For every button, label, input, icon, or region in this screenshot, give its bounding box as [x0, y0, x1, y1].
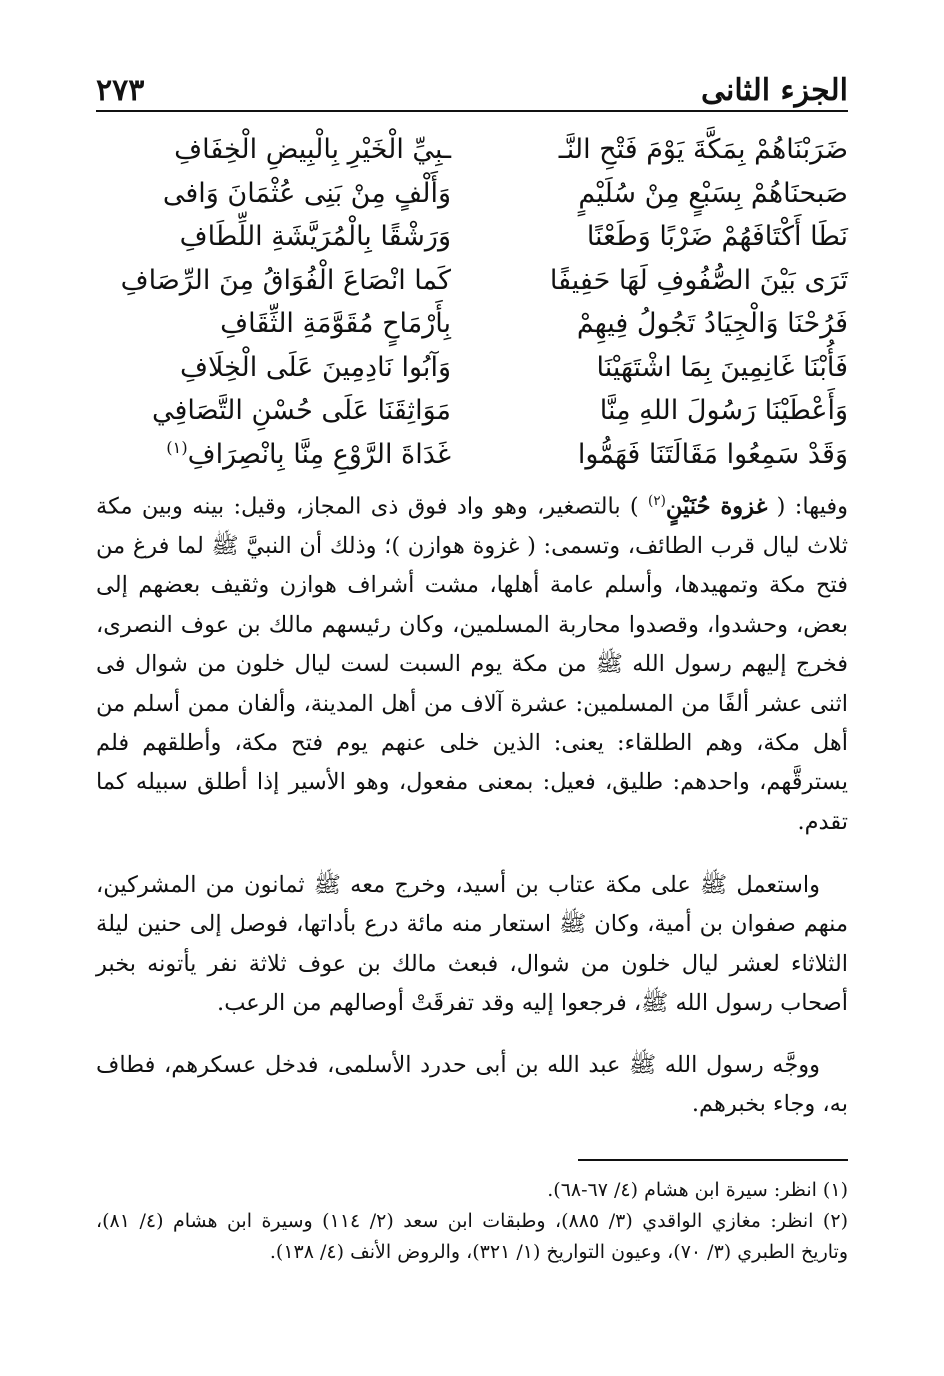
footnote-separator [578, 1159, 848, 1161]
verse-text: غَدَاةَ الرَّوْعِ مِنَّا بِانْصِرَافِ [187, 439, 451, 471]
verse-first-hemistich: فَرُحْنَا وَالْجِيَادُ تَجُولُ فِيهِمْ [576, 308, 848, 340]
poem-verse [96, 302, 848, 346]
footnote-1: (١) انظر: سيرة ابن هشام (٤/ ٦٧-٦٨). [547, 1179, 848, 1201]
page-header [96, 58, 848, 108]
footnote-marker: (١) [166, 438, 188, 458]
verse-second-hemistich: مَوَاثِقَنَا عَلَى حُسْنِ التَّصَافِي [151, 395, 451, 427]
poem-verse [96, 259, 848, 303]
running-title: الجزء الثانى [701, 73, 848, 108]
verse-second-hemistich: بِأَرْمَاحٍ مُقَوَّمَةِ الثِّقَافِ [220, 308, 451, 340]
poem [96, 128, 848, 476]
verse-first-hemistich: ضَرَبْنَاهُمْ بِمَكَّةَ يَوْمَ فَتْحِ النَّـ [558, 134, 848, 166]
verse-second-hemistich: كَما انْصَاعَ الْفُوَاقُ مِنَ الرِّصَافِ [120, 264, 451, 296]
poem-verse [96, 433, 848, 477]
poem-verse [96, 215, 848, 259]
verse-second-hemistich: وَآبُوا نَادِمِينَ عَلَى الْخِلَافِ [180, 351, 451, 383]
verse-second-hemistich: ـبِيِّ الْخَيْرِ بِالْبِيضِ الْخِفَافِ [174, 134, 451, 166]
verse-second-hemistich: وَرَشْقًا بِالْمُرَيَّشَةِ اللِّطَافِ [179, 221, 451, 253]
verse-second-hemistich: وَأَلْفٍ مِنْ بَنِى عُثْمَانَ وَافى [162, 177, 451, 209]
page-number: ٢٧٣ [96, 73, 145, 108]
footnote-2: (٢) انظر: مغازي الواقدي (٣/ ٨٨٥)، وطبقات ابن سعد (٢/ ١١٤) وسيرة ابن هشام (٤/ ٨١)، وتاريخ الطبري (٣/ ٧٠)، وعيون التواريخ (١/ ٣٢١)، والروض الأنف (٤/ ١٣٨). [96, 1210, 848, 1263]
paragraph-hunayn [96, 482, 848, 842]
verse-first-hemistich: تَرَى بَيْنَ الصُّفُوفِ لَهَا حَفِيفًا [549, 264, 848, 296]
poem-verse [96, 346, 848, 390]
body-text-2 [96, 866, 848, 1024]
verse-first-hemistich: وَأَعْطَيْنَا رَسُولَ اللهِ مِنَّا [599, 395, 848, 427]
body-text-3 [96, 1046, 848, 1125]
footnotes [96, 1175, 848, 1268]
poem-verse [96, 172, 848, 216]
section-term: غزوة حُنَيْنٍ [665, 493, 768, 520]
header-rule [96, 110, 848, 112]
verse-first-hemistich: فَأُبْنَا غَانِمِينَ بِمَا اشْتَهَيْنَا [596, 351, 848, 383]
footnote-marker: (٢) [648, 493, 666, 509]
poem-verse [96, 389, 848, 433]
verse-second-hemistich [96, 438, 451, 470]
paragraph-spy: ووجَّه رسول الله ﷺ عبد الله بن أبى حدرد الأسلمى، فدخل عسكرهم، فطاف به، وجاء بخبرهم. [96, 1052, 848, 1118]
paragraph-intro: وفيها: ( [776, 493, 848, 520]
poem-verse [96, 128, 848, 172]
verse-first-hemistich: نَطَا أَكْتَافَهُمْ ضَرْبًا وَطَعْنًا [586, 221, 848, 253]
body-text [96, 482, 848, 842]
paragraph-departure: واستعمل ﷺ على مكة عتاب بن أسيد، وخرج معه ﷺ ثمانون من المشركين، منهم صفوان بن أمية، وكان ﷺ استعار منه مائة درع بأداتها، فوصل إلى حنين ليلة الثلاثاء لعشر ليال خلون من شوال، فبعث مالك بن عوف ثلاثة نفر يأتونه بخبر أصحاب رسول الله ﷺ، فرجعوا إليه وقد تفرقَتْ أوصالهم من الرعب. [96, 872, 848, 1017]
paragraph-text: ) بالتصغير، وهو واد فوق ذى المجاز، وقيل: بينه وبين مكة ثلاث ليال قرب الطائف، وتسمى: ( غزوة هوازن )؛ وذلك أن النبيَّ ﷺ لما فرغ من فتح مكة وتمهيدها، وأسلم عامة أهلها، مشت أشراف هوازن وثقيف بعضهم إلى بعض، وحشدوا، وقصدوا محاربة المسلمين، وكان رئيسهم مالك بن عوف النصرى، فخرج إليهم رسول الله ﷺ من مكة يوم السبت لست ليال خلون من شوال فى اثنى عشر ألفًا من المسلمين: عشرة آلاف من أهل المدينة، وألفان ممن أسلم من أهل مكة، وهم الطلقاء: يعنى: الذين خلى عنهم يوم فتح مكة، وأطلقهم فلم يسترقَّهم، واحدهم: طليق، فعيل: بمعنى مفعول، وهو الأسير إذا أطلق سبيله كما تقدم. [96, 493, 848, 835]
verse-first-hemistich: وَقَدْ سَمِعُوا مَقَالَتَنَا فَهَمُّوا [577, 438, 848, 470]
verse-first-hemistich: صَبحنَاهُمْ بِسَبْعٍ مِنْ سُلَيْمٍ [578, 177, 848, 209]
